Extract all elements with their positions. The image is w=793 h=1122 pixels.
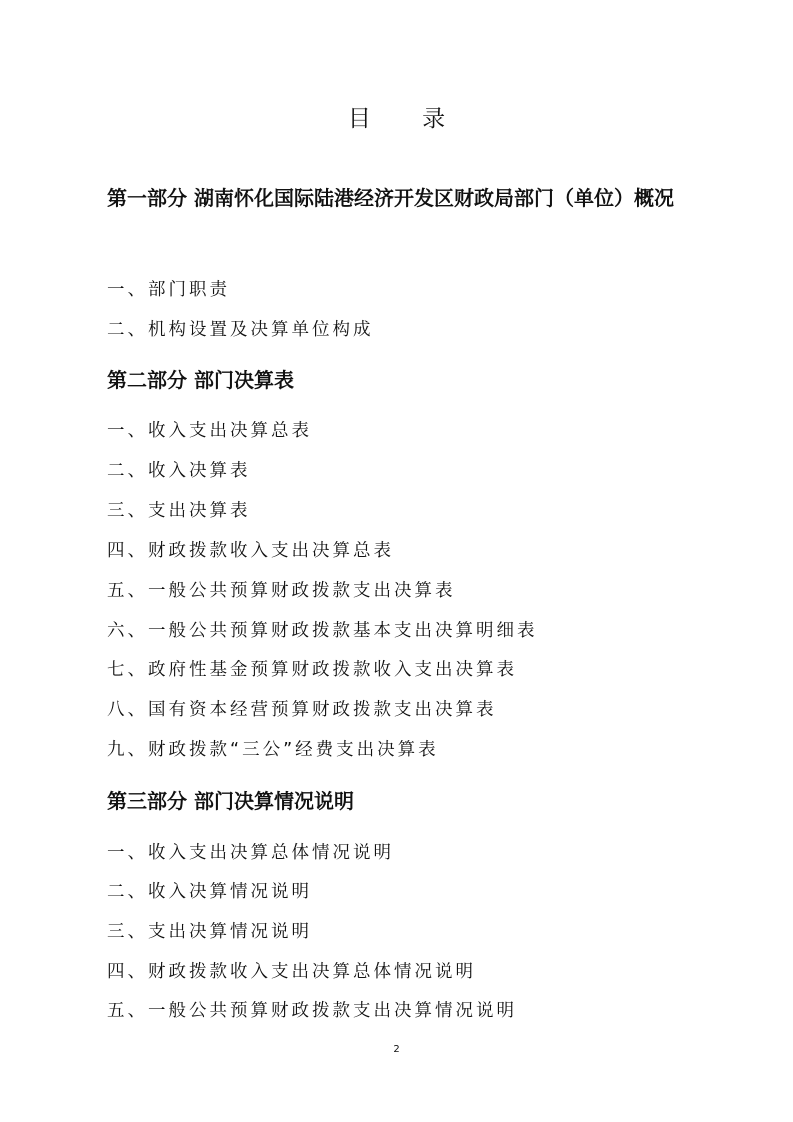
toc-item: 四、财政拨款收入支出决算总表 (107, 541, 394, 561)
toc-item: 一、收入支出决算总表 (107, 421, 312, 441)
page-title: 目 录 (347, 106, 468, 132)
toc-item: 二、收入决算情况说明 (107, 882, 312, 902)
part-2-heading: 第二部分 部门决算表 (107, 368, 294, 392)
toc-item: 七、政府性基金预算财政拨款收入支出决算表 (107, 660, 517, 680)
toc-item: 五、一般公共预算财政拨款支出决算情况说明 (107, 1001, 517, 1021)
toc-item: 二、收入决算表 (107, 461, 251, 481)
part-1-heading: 第一部分 湖南怀化国际陆港经济开发区财政局部门（单位）概况 (107, 186, 674, 210)
toc-item: 六、一般公共预算财政拨款基本支出决算明细表 (107, 621, 538, 641)
toc-item: 八、国有资本经营预算财政拨款支出决算表 (107, 700, 497, 720)
part-3-heading: 第三部分 部门决算情况说明 (107, 789, 354, 813)
page-number: 2 (393, 1044, 400, 1055)
toc-item: 三、支出决算表 (107, 501, 251, 521)
toc-item: 一、收入支出决算总体情况说明 (107, 843, 394, 863)
toc-item: 一、部门职责 (107, 280, 230, 300)
toc-item: 四、财政拨款收入支出决算总体情况说明 (107, 962, 476, 982)
toc-item: 二、机构设置及决算单位构成 (107, 320, 374, 340)
toc-item: 三、支出决算情况说明 (107, 922, 312, 942)
toc-item: 五、一般公共预算财政拨款支出决算表 (107, 581, 456, 601)
toc-item: 九、财政拨款“三公”经费支出决算表 (107, 740, 439, 760)
